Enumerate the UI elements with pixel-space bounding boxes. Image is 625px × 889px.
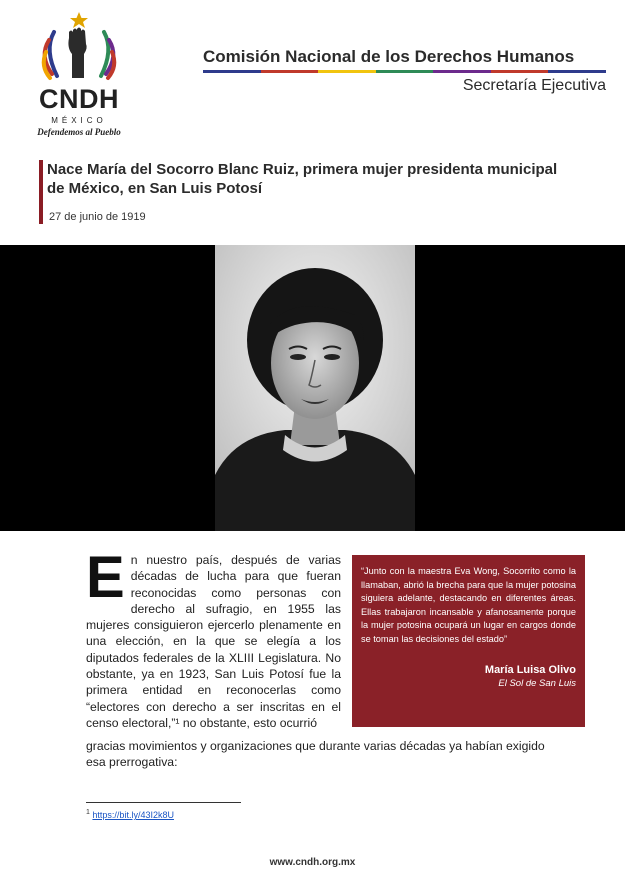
- portrait-photo: [215, 245, 415, 531]
- quote-author: María Luisa Olivo: [484, 664, 576, 676]
- quote-text: “Junto con la maestra Eva Wong, Socorrito como la llamaban, abrió la brecha para que la mujer potosina siguiera adelante, destacando en diferentes áreas. Ellas trabajaron incansable y afanosamente porque la mujer potosina ocupará un lugar en cargos donde se toman las decisiones del estado”: [361, 566, 576, 644]
- article-headline: Nace María del Socorro Blanc Ruiz, primera mujer presidenta municipal de México, en San Luis Potosí: [47, 161, 558, 197]
- article-body-continued: gracias movimientos y organizaciones que durante varias décadas ya habían exigido esa prerrogativa:: [86, 739, 545, 770]
- website-footer: www.cndh.org.mx: [269, 857, 356, 868]
- article-body: [86, 545, 341, 731]
- logo-country: MÉXICO: [51, 116, 107, 125]
- department-title: Secretaría Ejecutiva: [462, 77, 606, 94]
- footnote-number: 1: [86, 809, 90, 816]
- footnote: [86, 809, 174, 820]
- fist-laurel-icon: [24, 10, 134, 86]
- organization-title: Comisión Nacional de los Derechos Humanos: [203, 47, 575, 66]
- drop-cap: E: [86, 545, 125, 610]
- article-body-text: n nuestro país, después de varias décadas de lucha para que fueran reconocidas como personas con derecho al sufragio, en 1955 las mujeres consiguieron ejercerlo plenamente en una elección, en la que se elegía a los diputados federales de la XLIII Legislatura. No obstante, ya en 1923, San Luis Potosí fue la primera entidad en reconocerlas como “electores con derecho a ser inscritas en el censo electoral,”¹ no obstante, esto ocurrió: [86, 553, 341, 730]
- footnote-rule: [86, 802, 241, 803]
- quote-source: El Sol de San Luis: [498, 678, 576, 689]
- color-stripe: [203, 70, 606, 73]
- pull-quote: [352, 555, 585, 727]
- cndh-logo: [24, 10, 134, 140]
- logo-acronym: CNDH: [39, 84, 119, 114]
- photo-band: [0, 245, 625, 531]
- article-date: 27 de junio de 1919: [49, 211, 146, 223]
- logo-motto: Defendemos al Pueblo: [37, 127, 121, 137]
- headline-accent-bar: [39, 160, 43, 224]
- footnote-link[interactable]: https://bit.ly/43I2k8U: [92, 810, 174, 820]
